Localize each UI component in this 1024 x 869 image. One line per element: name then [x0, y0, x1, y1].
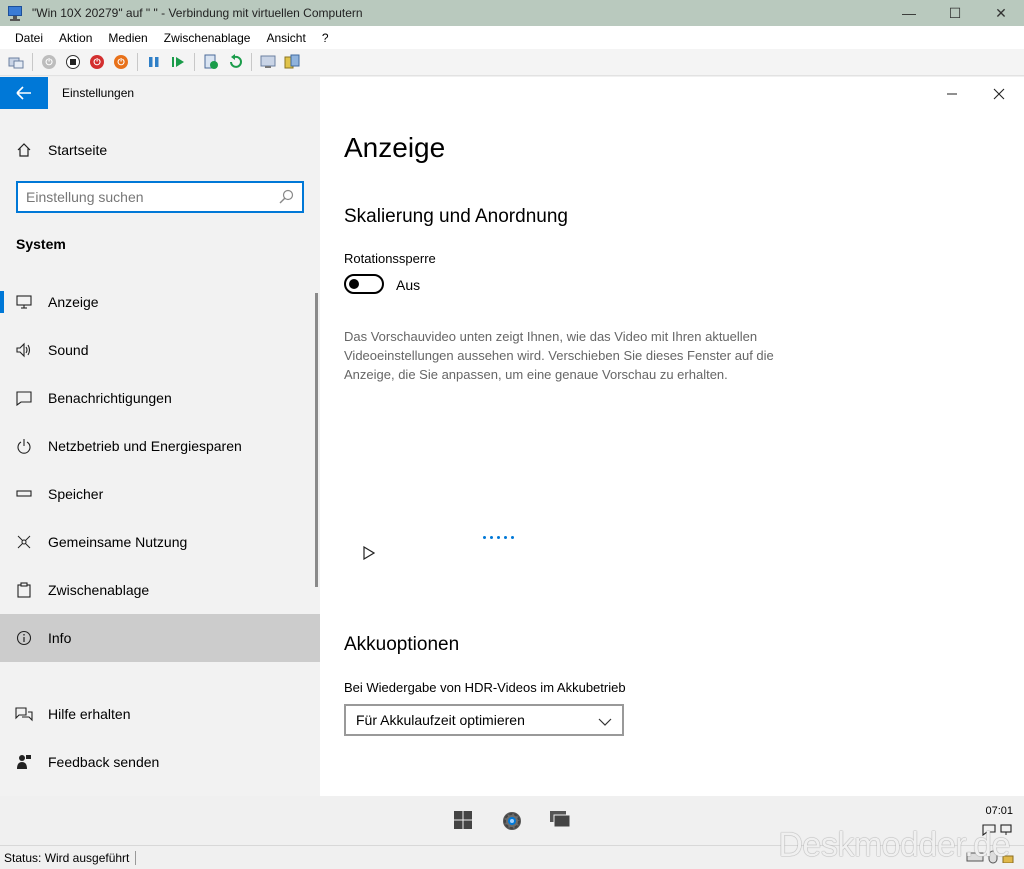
preview-description: Das Vorschauvideo unten zeigt Ihnen, wie das Video mit Ihren aktuellen Videoeinstellungen aussehen wird. Verschieben Sie dieses Fenster auf die Anzeige, die Sie anpassen, um eine genaue Vorschau zu erhalten.	[344, 329, 774, 382]
menu-aktion[interactable]: Aktion	[59, 30, 93, 45]
nav-item-benachrichtigungen[interactable]	[0, 374, 320, 422]
vm-toolbar	[0, 49, 1024, 76]
menu-bar	[0, 26, 1024, 49]
enhanced-session-icon[interactable]	[259, 53, 277, 71]
close-icon: ✕	[995, 4, 1007, 21]
toggle-knob	[349, 279, 359, 289]
close-icon	[993, 88, 1005, 100]
maximize-icon: ☐	[948, 4, 962, 21]
page-title: Anzeige	[344, 132, 446, 163]
minimize-icon	[946, 88, 958, 100]
settings-content	[320, 77, 1024, 796]
power-icon[interactable]: ⏻	[112, 53, 130, 71]
sidebar-scrollbar[interactable]	[315, 293, 318, 587]
section-title-skalierung: Skalierung und Anordnung	[344, 206, 568, 227]
nav-item-label: Speicher	[48, 486, 104, 502]
host-minimize-button[interactable]	[886, 0, 932, 26]
hdr-battery-label: Bei Wiedergabe von HDR-Videos im Akkubetrieb	[344, 680, 626, 695]
power-icon	[0, 438, 48, 454]
nav-item-label: Gemeinsame Nutzung	[48, 534, 188, 550]
toolbar-separator	[194, 53, 195, 71]
host-maximize-button[interactable]	[932, 0, 978, 26]
minimize-icon: —	[902, 5, 916, 21]
hdr-battery-dropdown[interactable]	[344, 704, 624, 736]
menu-medien[interactable]: Medien	[108, 30, 148, 45]
speaker-icon	[0, 342, 48, 358]
nav-item-label: Anzeige	[48, 294, 99, 310]
host-window-title: "Win 10X 20279" auf " " - Verbindung mit virtuellen Computern	[32, 6, 363, 20]
nav-home[interactable]	[0, 133, 320, 167]
toolbar-separator	[137, 53, 138, 71]
nav-list	[0, 278, 320, 662]
play-icon[interactable]	[363, 546, 375, 563]
share-icon	[0, 534, 48, 550]
menu-ansicht[interactable]: Ansicht	[266, 30, 306, 45]
app-title: Einstellungen	[62, 86, 135, 100]
start-icon[interactable]: ⏻	[40, 53, 58, 71]
nav-item-anzeige[interactable]	[0, 278, 320, 326]
nav-item-label: Netzbetrieb und Energiesparen	[48, 438, 242, 454]
notification-icon	[0, 390, 48, 406]
watermark: Deskmodder.de	[778, 826, 1010, 864]
taskbar-clock[interactable]: 07:01	[985, 805, 1013, 817]
clipboard-icon	[0, 582, 48, 598]
nav-item-feedback[interactable]	[0, 738, 320, 786]
windows-start-icon[interactable]	[453, 810, 473, 833]
nav-item-label: Info	[48, 630, 72, 646]
home-icon	[0, 142, 48, 158]
rotation-lock-label: Rotationssperre	[344, 251, 436, 266]
vm-status-text: Status: Wird ausgeführt	[4, 851, 136, 865]
loading-dots-icon	[483, 536, 518, 539]
nav-home-label: Startseite	[48, 142, 108, 158]
info-icon	[0, 630, 48, 646]
pause-icon[interactable]	[145, 53, 163, 71]
host-title-bar	[0, 0, 1024, 26]
rotation-lock-state: Aus	[396, 277, 421, 293]
menu-datei[interactable]: Datei	[15, 30, 44, 45]
toolbar-separator	[32, 53, 33, 71]
back-button[interactable]	[0, 77, 48, 109]
settings-sidebar	[0, 77, 320, 796]
revert-icon[interactable]	[226, 53, 244, 71]
task-view-icon[interactable]	[549, 810, 571, 831]
host-close-button[interactable]	[978, 0, 1024, 26]
nav-item-speicher[interactable]	[0, 470, 320, 518]
nav-item-gemeinsame-nutzung[interactable]	[0, 518, 320, 566]
toolbar-separator	[251, 53, 252, 71]
close-button[interactable]	[987, 83, 1011, 105]
nav-item-zwischenablage[interactable]	[0, 566, 320, 614]
search-input[interactable]	[26, 189, 266, 205]
monitor-icon	[0, 295, 48, 309]
storage-icon	[0, 490, 48, 498]
share-icon[interactable]	[283, 53, 301, 71]
nav-item-hilfe[interactable]	[0, 690, 320, 738]
feedback-icon	[0, 754, 48, 770]
rotation-lock-toggle[interactable]	[344, 274, 384, 294]
help-icon	[0, 706, 48, 722]
section-title-akkuoptionen: Akkuoptionen	[344, 634, 460, 655]
menu-zwischenablage[interactable]: Zwischenablage	[163, 30, 251, 45]
menu-help[interactable]: ?	[321, 30, 329, 45]
vm-connection-icon	[6, 5, 24, 21]
ctrl-alt-del-icon[interactable]	[7, 53, 25, 71]
nav-item-label: Benachrichtigungen	[48, 390, 172, 406]
settings-gear-icon[interactable]	[500, 809, 524, 836]
resume-icon[interactable]	[169, 53, 187, 71]
turn-off-icon[interactable]	[64, 53, 82, 71]
back-arrow-icon	[16, 86, 32, 100]
nav-item-label: Hilfe erhalten	[48, 706, 131, 722]
chevron-down-icon	[598, 714, 612, 730]
search-icon[interactable]	[278, 189, 294, 208]
nav-item-label: Feedback senden	[48, 754, 160, 770]
nav-item-sound[interactable]	[0, 326, 320, 374]
nav-item-label: Zwischenablage	[48, 582, 150, 598]
shutdown-icon[interactable]: ⏻	[88, 53, 106, 71]
search-box[interactable]	[16, 181, 304, 213]
nav-item-info[interactable]	[0, 614, 320, 662]
nav-bottom-links	[0, 690, 320, 786]
minimize-button[interactable]	[940, 83, 964, 105]
hdr-battery-selected: Für Akkulaufzeit optimieren	[356, 712, 525, 728]
checkpoint-icon[interactable]	[202, 53, 220, 71]
nav-item-netzbetrieb[interactable]	[0, 422, 320, 470]
nav-item-label: Sound	[48, 342, 89, 358]
section-label: System	[16, 236, 66, 252]
